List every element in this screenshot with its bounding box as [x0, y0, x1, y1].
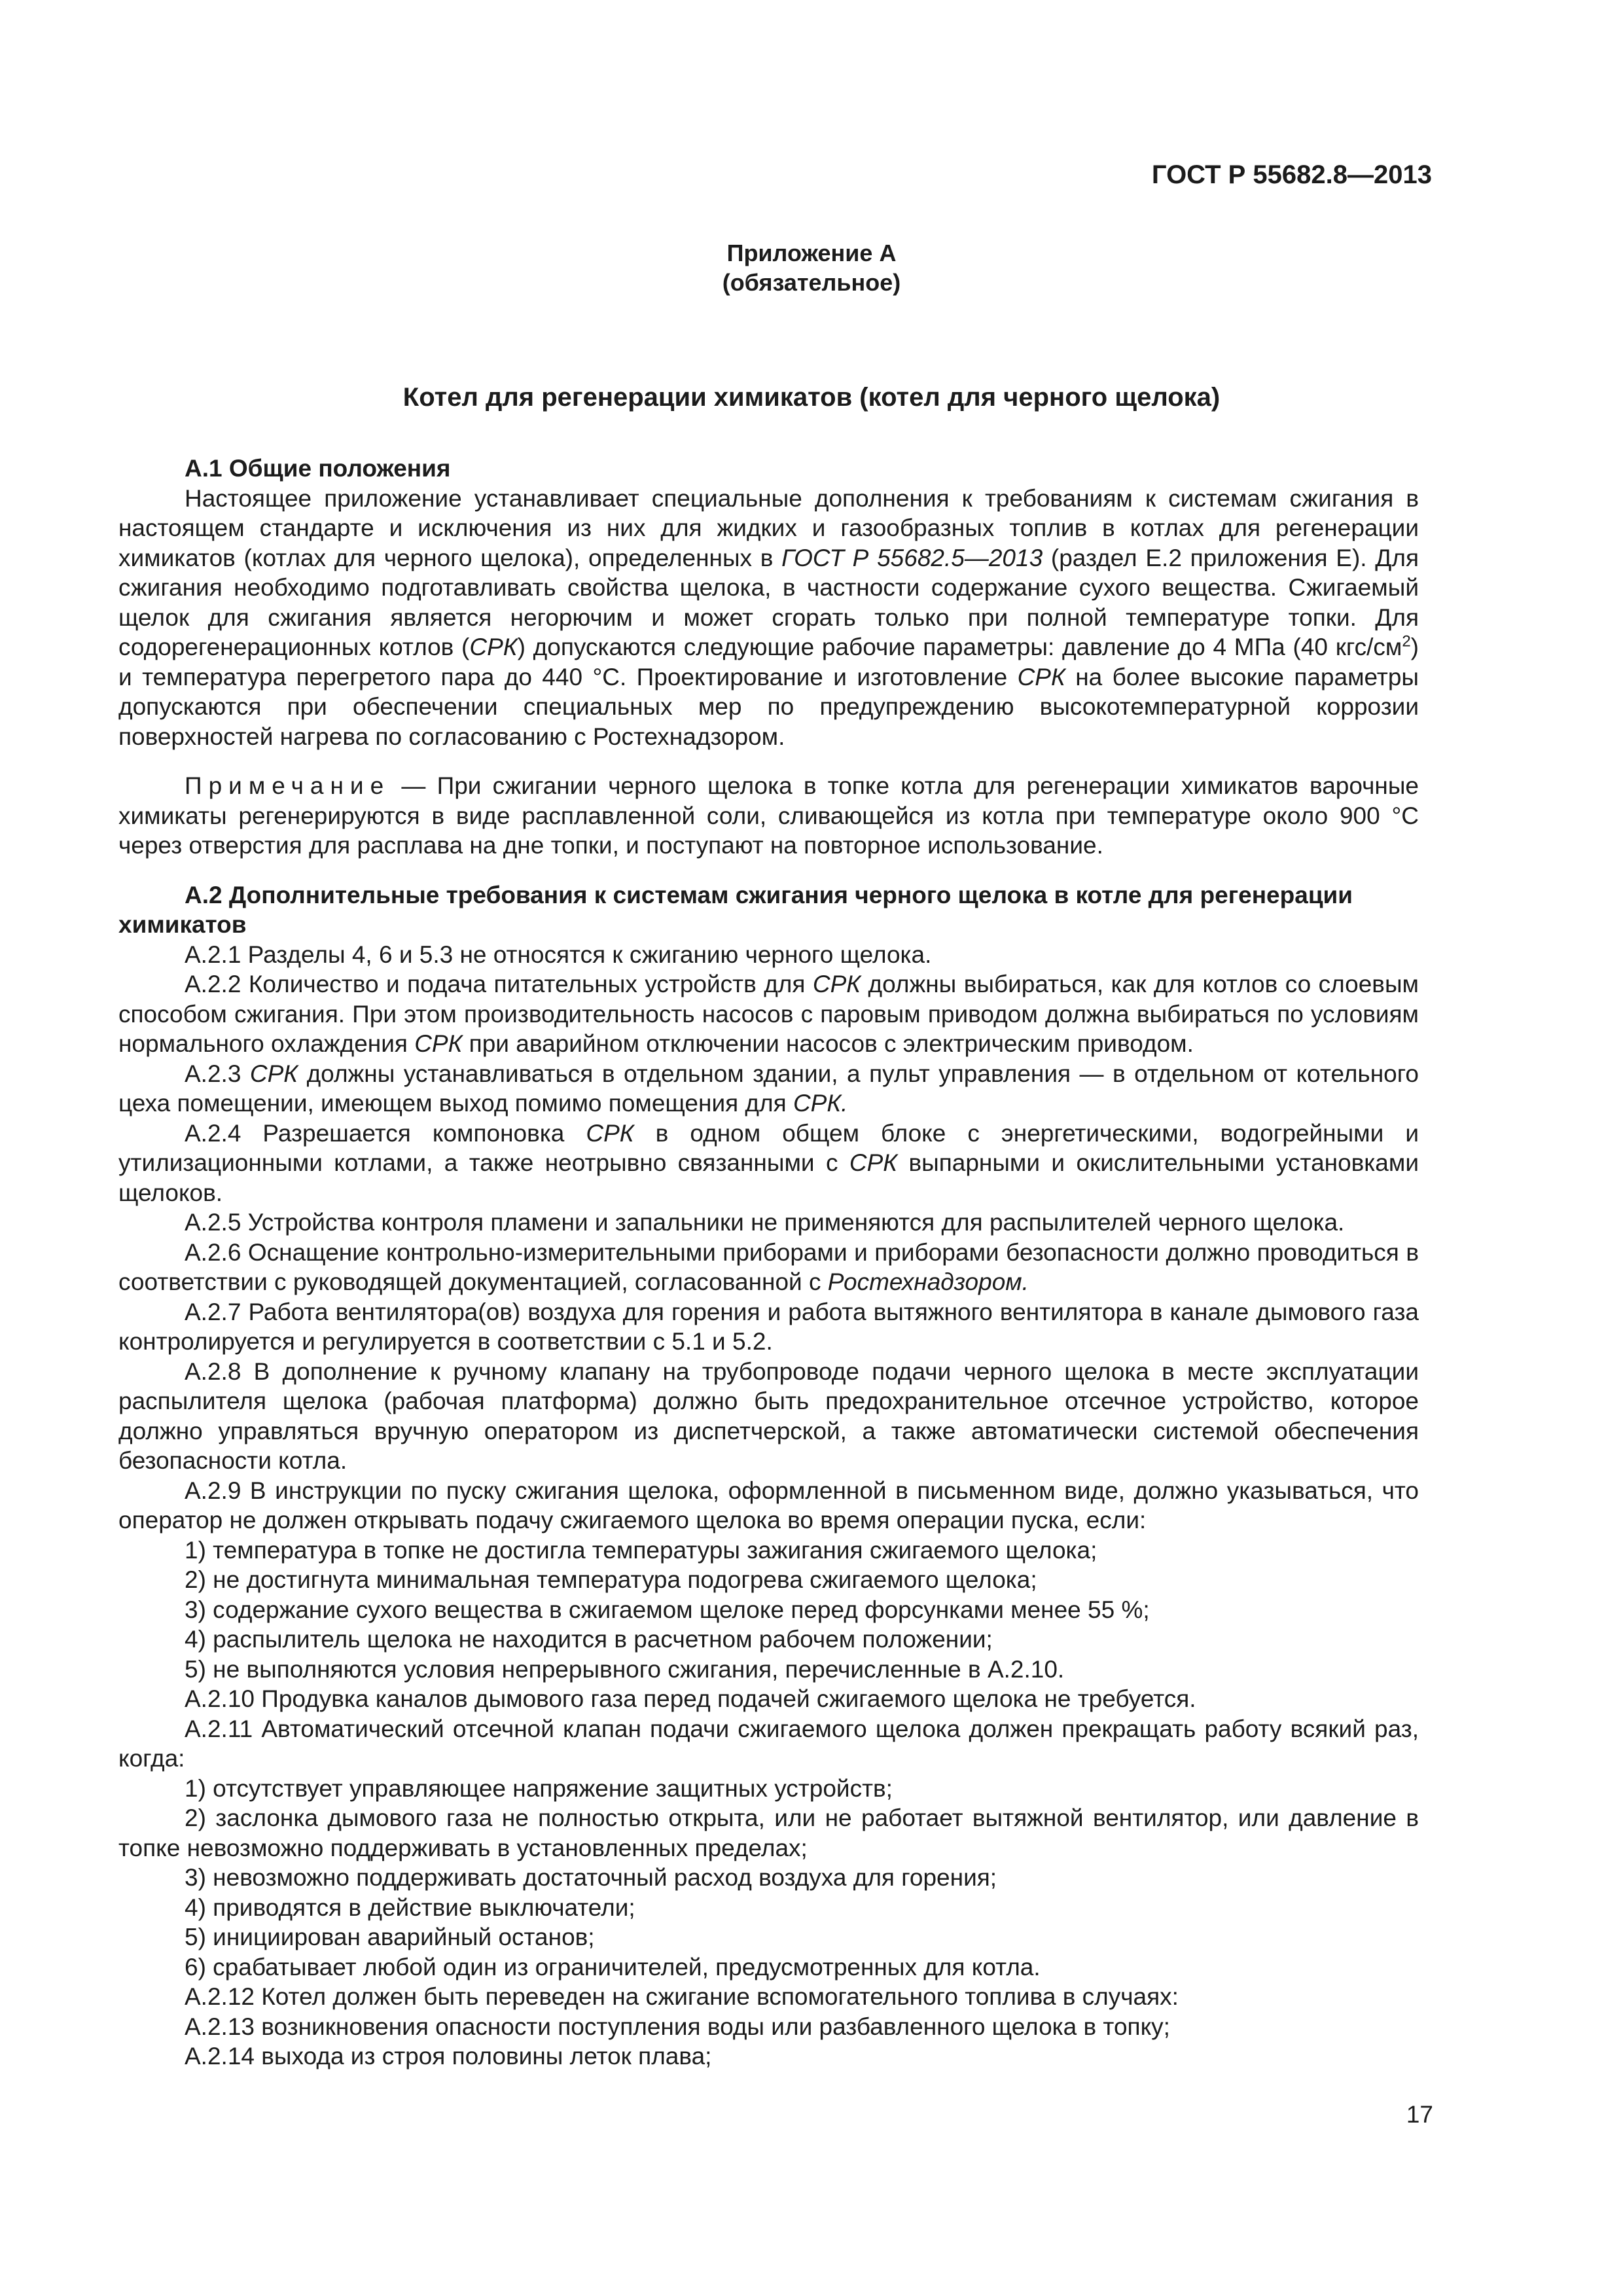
document-code: ГОСТ Р 55682.8—2013: [1151, 160, 1432, 189]
appendix-status: (обязательное): [722, 269, 901, 296]
clause-a2-13: А.2.13 возникновения опасности поступления воды или разбавленного щелока в топку;: [185, 2013, 1170, 2040]
list-item: 2) не достигнута минимальная температура подогрева сжигаемого щелока;: [185, 1566, 1037, 1593]
list-item: 3) невозможно поддерживать достаточный расход воздуха для горения;: [185, 1864, 997, 1891]
list-item: 3) содержание сухого вещества в сжигаемом щелоке перед форсунками менее 55 %;: [185, 1596, 1150, 1623]
clause-a2-12: А.2.12 Котел должен быть переведен на сжигание вспомогательного топлива в случаях:: [185, 1983, 1179, 2010]
clause-a2-1: А.2.1 Разделы 4, 6 и 5.3 не относятся к сжиганию черного щелока.: [185, 941, 932, 968]
clause-a2-7: А.2.7 Работа вентилятора(ов) воздуха для горения и работа вытяжного вентилятора в канале дымового газа контролируется и регулируется в соответствии с 5.1 и 5.2.: [118, 1298, 1419, 1355]
appendix-heading: [0, 238, 1623, 297]
list-item: 6) срабатывает любой один из ограничителей, предусмотренных для котла.: [185, 1953, 1041, 1981]
note-paragraph: Примечание — При сжигании черного щелока в топке котла для регенерации химикатов варочные химикаты регенерируются в виде расплавленной соли, сливающейся из котла при температуре около 900 °С через отверстия для расплава на дне топки, и поступают на повторное использование.: [118, 772, 1419, 859]
list-item: 4) распылитель щелока не находится в расчетном рабочем положении;: [185, 1626, 993, 1653]
list-item: 1) температура в топке не достигла температуры зажигания сжигаемого щелока;: [185, 1536, 1097, 1564]
note-label: Примечание: [185, 772, 391, 799]
page-number: 17: [1406, 2101, 1433, 2128]
clause-a2-9: А.2.9 В инструкции по пуску сжигания щелока, оформленной в письменном виде, должно указываться, что оператор не должен открывать подачу сжигаемого щелока во время операции пуска, если:: [118, 1477, 1419, 1534]
clause-a2-5: А.2.5 Устройства контроля пламени и запальники не применяются для распылителей черного щелока.: [185, 1209, 1345, 1236]
clause-a2-11: А.2.11 Автоматический отсечной клапан подачи сжигаемого щелока должен прекращать работу всякий раз, когда:: [118, 1715, 1419, 1772]
clause-a2-10: А.2.10 Продувка каналов дымового газа перед подачей сжигаемого щелока не требуется.: [185, 1685, 1196, 1712]
list-item: 5) не выполняются условия непрерывного сжигания, перечисленные в А.2.10.: [185, 1655, 1065, 1683]
clause-a2-4: А.2.4 Разрешается компоновка СРК в одном общем блоке с энергетическими, водогрейными и утилизационными котлами, а также неотрывно связанными с СРК выпарными и окислительными установками щелоков.: [118, 1119, 1419, 1206]
document-title: Котел для регенерации химикатов (котел для черного щелока): [402, 383, 1221, 412]
list-item: 1) отсутствует управляющее напряжение защитных устройств;: [185, 1774, 893, 1802]
appendix-title: Приложение А: [726, 240, 897, 266]
section-heading-a1: А.1 Общие положения: [185, 455, 451, 482]
clause-a2-14: А.2.14 выхода из строя половины леток плава;: [185, 2043, 712, 2070]
list-item: 5) инициирован аварийный останов;: [185, 1924, 595, 1950]
list-item: 2) заслонка дымового газа не полностью открыта, или не работает вытяжной вентилятор, или давление в топке невозможно поддерживать в установленных пределах;: [118, 1804, 1419, 1861]
section-heading-a2: А.2 Дополнительные требования к системам сжигания черного щелока в котле для регенерации химикатов: [118, 881, 1353, 938]
clause-a2-8: А.2.8 В дополнение к ручному клапану на трубопроводе подачи черного щелока в месте эксплуатации распылителя щелока (рабочая платформа) должно быть предохранительное отсечное устройство, которое должно управляться вручную оператором из диспетчерской, а также автоматически системой обеспечения безопасности котла.: [118, 1357, 1419, 1474]
clause-a2-3: А.2.3 СРК должны устанавливаться в отдельном здании, а пульт управления — в отдельном от котельного цеха помещении, имеющем выход помимо помещения для СРК.: [118, 1060, 1419, 1117]
clause-a2-6: А.2.6 Оснащение контрольно-измерительными приборами и приборами безопасности должно проводиться в соответствии с руководящей документацией, согласованной с Ростехнадзором.: [118, 1238, 1419, 1295]
list-item: 4) приводятся в действие выключатели;: [185, 1893, 635, 1921]
paragraph-a1-general: Настоящее приложение устанавливает специальные дополнения к требованиям к системам сжигания в настоящем стандарте и исключения из них для жидких и газообразных топлив в котлах для регенерации химикатов (котлах для черного щелока), определенных в ГОСТ Р 55682.5—2013 (раздел Е.2 приложения Е). Для сжигания необходимо подготавливать свойства щелока, в частности содержание сухого вещества. Сжигаемый щелок для сжигания является негорючим и может сгорать только при полной температуре топки. Для содорегенерационных котлов (СРК) допускаются следующие рабочие параметры: давление до 4 МПа (40 кгс/$см^2$) и температура перегретого пара до 440 °С. Проектирование и изготовление СРК на более высокие параметры допускаются при обеспечении специальных мер по предупреждению высокотемпературной коррозии поверхностей нагрева по согласованию с Ростехнадзором.: [118, 484, 1419, 750]
document-body: [118, 454, 1419, 2072]
clause-a2-2: А.2.2 Количество и подача питательных устройств для СРК должны выбираться, как для котлов со слоевым способом сжигания. При этом производительность насосов с паровым приводом должна выбираться по условиям нормального охлаждения СРК при аварийном отключении насосов с электрическим приводом.: [118, 971, 1419, 1057]
